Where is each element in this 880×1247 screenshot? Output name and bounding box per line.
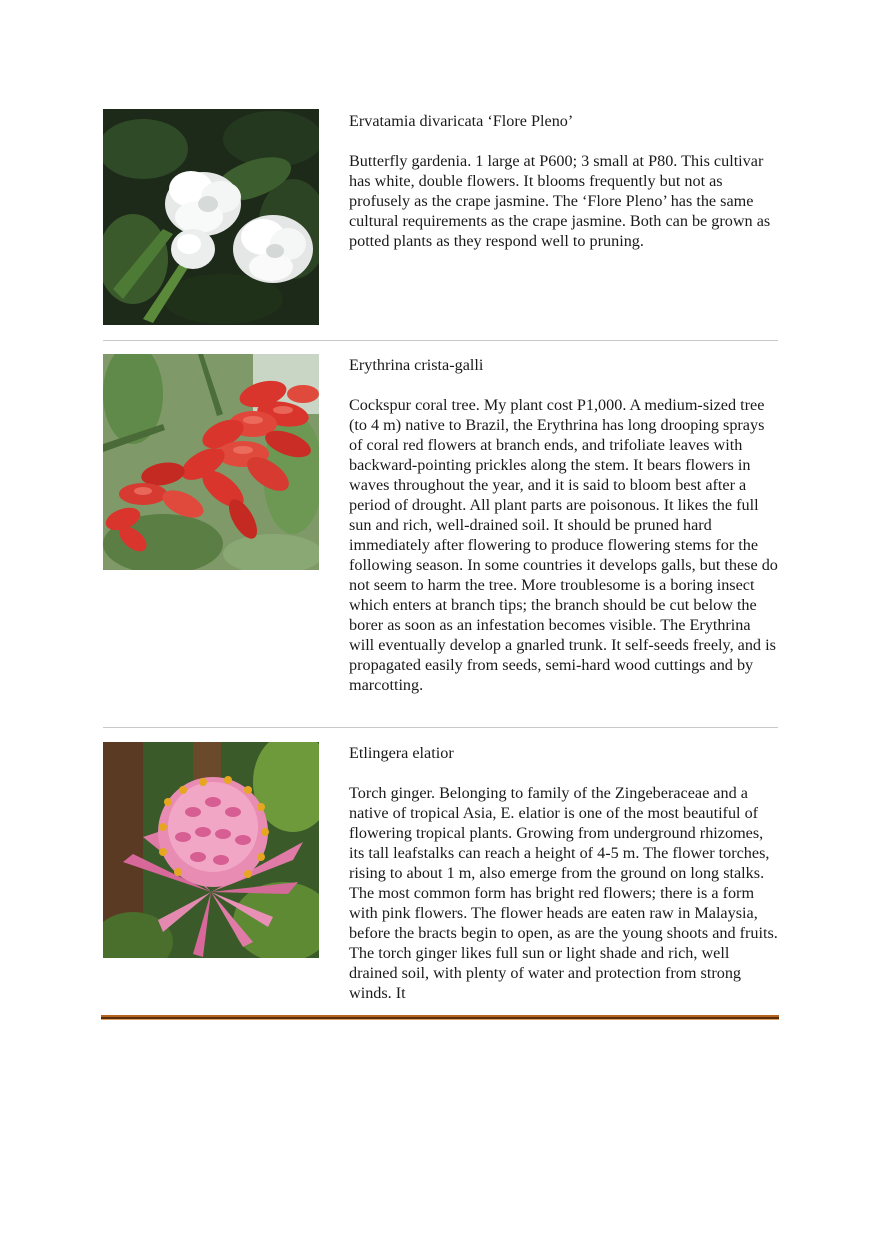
section-divider [103,340,778,341]
footer-rule [101,1015,779,1021]
entry-text [349,111,779,251]
entry-description: Butterfly gardenia. 1 large at P600; 3 small at P80. This cultivar has white, double flowers. It blooms frequently but not as profusely as the crape jasmine. The ‘Flore Pleno’ has the same cultural requirements as the crape jasmine. Both can be grown as potted plants as they respond well to pruning. [349,152,771,250]
entry-text [349,743,779,1003]
plant-entry-ervatamia [103,109,778,325]
white-gardenia-photo [103,109,319,325]
section-divider [103,727,778,728]
entry-description: Cockspur coral tree. My plant cost P1,000. A medium-sized tree (to 4 m) native to Brazil, the Erythrina has long drooping sprays of coral red flowers at branch ends, and trifoliate leaves with backward-pointing prickles along the stem. It bears flowers in waves throughout the year, and it is said to bloom best after a period of drought. All plant parts are poisonous. It likes the full sun and rich, well-drained soil. It should be pruned hard immediately after flowering to produce flowering stems for the following season. In some countries it develops galls, but these do not seem to harm the tree. More troublesome is a boring insect which enters at branch tips; the branch should be cut below the borer as soon as an infestation becomes visible. The Erythrina will eventually develop a gnarled trunk. It self-seeds freely, and is propagated easily from seeds, semi-hard wood cuttings and by marcotting. [349,396,778,694]
torch-ginger-photo [103,742,319,958]
plant-entry-etlingera [103,742,778,1004]
entry-name: Erythrina crista-galli [349,356,484,374]
entry-description: Torch ginger. Belonging to family of the Zingeberaceae and a native of tropical Asia, E. elatior is one of the most beautiful of flowering tropical plants. Growing from underground rhizomes, its tall leafstalks can reach a height of 4-5 m. The flower torches, rising to about 1 m, also emerge from the ground on long stalks. The most common form has bright red flowers; there is a form with pink flowers. The flower heads are eaten raw in Malaysia, before the bracts begin to open, as are the young shoots and fruits. The torch ginger likes full sun or light shade and rich, well drained soil, with plenty of water and protection from strong winds. It [349,784,778,1002]
entry-name: Ervatamia divaricata ‘Flore Pleno’ [349,112,574,130]
coral-tree-flower-photo [103,354,319,570]
footer-rule-band [101,1019,779,1020]
plant-entry-erythrina [103,354,778,714]
entry-name: Etlingera elatior [349,744,454,762]
entry-text [349,355,779,695]
